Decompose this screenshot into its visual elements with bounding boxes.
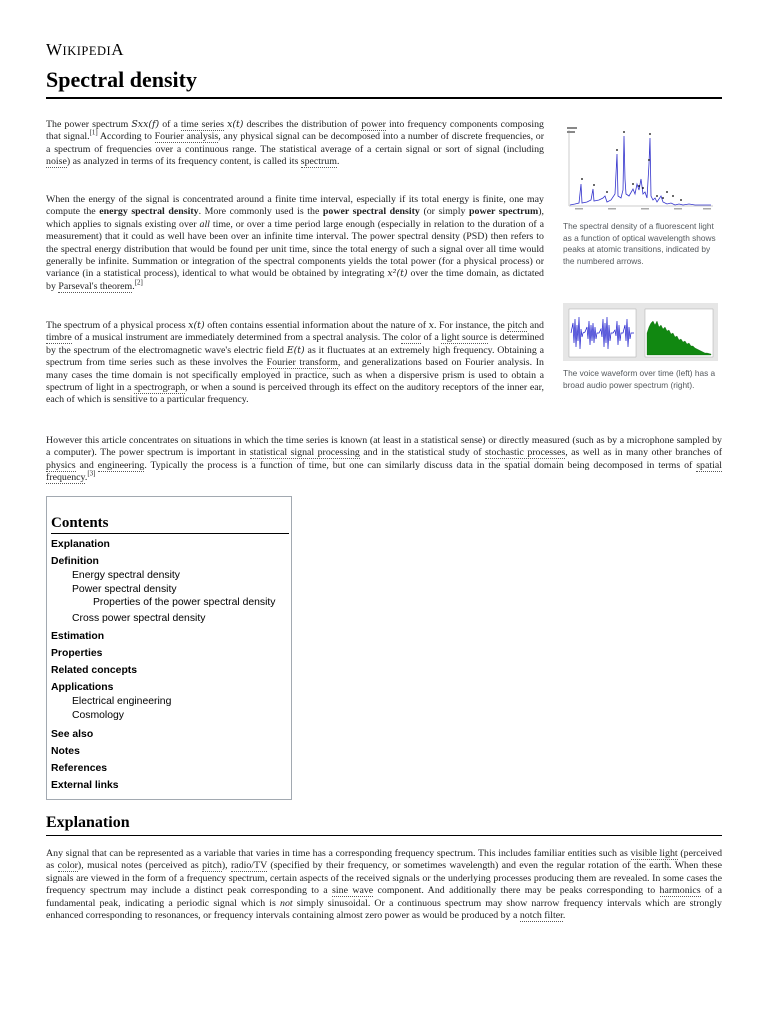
link-color[interactable]: color (57, 860, 78, 872)
math-sxx: Sxx(f) (131, 119, 160, 130)
wikipedia-logo[interactable]: WIKIPEDIA (46, 40, 124, 59)
link-power[interactable]: power (361, 119, 386, 130)
fluorescent-spectrum-image[interactable] (563, 124, 718, 214)
link-timbre[interactable]: timbre (46, 332, 72, 344)
link-parsevals-theorem[interactable]: Parseval's theorem (58, 280, 133, 292)
figure-fluorescent-spectrum (563, 124, 718, 267)
toc-item-cross-power-spectral-density[interactable]: Cross power spectral density (72, 613, 206, 624)
link-spectrum[interactable]: spectrum (300, 156, 337, 168)
reference-2[interactable]: [2] (134, 278, 143, 287)
section-heading-explanation: Explanation (46, 814, 722, 836)
toc-item-properties[interactable]: Properties (51, 648, 103, 659)
table-of-contents (46, 496, 292, 800)
link-pitch[interactable]: pitch (507, 320, 528, 331)
link-fourier-analysis[interactable]: Fourier analysis (154, 131, 219, 143)
toc-item-see-also[interactable]: See also (51, 729, 94, 740)
explanation-paragraph: Any signal that can be represented as a variable that varies in time has a corresponding frequency spectrum. This includes familiar entities such as visible light (perceived as color), musical notes (perceived as pitch), radio/TV (specified by their frequency, or sometimes wavelength) and even the regular rotation of the earth. When these signals are viewed in the form of a frequency spectrum, certain aspects of the received signals or the underlying processes producing them are revealed. In some cases the frequency spectrum may include a distinct peak corresponding to a sine wave component. And additionally there may be peaks corresponding to harmonics of a fundamental peak, indicating a periodic signal which is not simply sinusoidal. Or a continuous spectrum may show narrow frequency intervals which are strongly enhanced corresponding to resonances, or frequency intervals containing almost zero power as would be produced by a notch filter. (46, 848, 723, 922)
toc-item-references[interactable]: References (51, 763, 108, 774)
link-physics[interactable]: physics (46, 459, 76, 471)
link-radio-tv[interactable]: radio/TV (231, 860, 268, 872)
link-visible-light[interactable]: visible light (630, 848, 678, 859)
toc-item-related-concepts[interactable]: Related concepts (51, 665, 138, 676)
link-engineering[interactable]: engineering (97, 459, 145, 471)
intro-paragraph-3: The spectrum of a physical process x(t) often contains essential information about the nature of x. For instance, the pitch and timbre of a musical instrument are immediately determined from a spectral analysis. The color of a light source is determined by the spectrum of the electromagnetic wave's electric field E(t) as it fluctuates at an extremely high frequency. Obtaining a spectrum from time series such as these involves the Fourier transform, and generalizations based on Fourier analysis. In many cases the time domain is not specifically employed in practice, such as when a dispersive prism is used to obtain a spectrum of light in a spectrograph, or when a sound is perceived through its effect on the auditory receptors of the inner ear, each of which is sensitive to a particular frequency. (46, 320, 545, 406)
link-spatial-frequency[interactable]: spatial frequency (46, 459, 722, 484)
reference-3[interactable]: [3] (87, 469, 96, 478)
link-pitch[interactable]: pitch (202, 860, 222, 872)
toc-item-explanation[interactable]: Explanation (51, 539, 110, 550)
toc-item-energy-spectral-density[interactable]: Energy spectral density (72, 570, 181, 581)
reference-1[interactable]: [1] (89, 129, 98, 138)
link-spectrograph[interactable]: spectrograph (134, 382, 186, 394)
intro-paragraph-2: When the energy of the signal is concentrated around a finite time interval, especially if its total energy is finite, one may compute the energy spectral density. More commonly used is the power spectral density (or simply power spectrum), which applies to signals existing over all time, or over a time period large enough (especially in relation to the duration of a measurement) that it could as well have been over an infinite time interval. The power spectral density (PSD) then refers to the spectral energy distribution that would be found per unit time, since the total energy of such a signal over all time would generally be infinite. Summation or integration of the spectral components yields the total power (for a physical process) or variance (in a statistical process), identical to what would be obtained by integrating x²(t) over the time domain, as dictated by Parseval's theorem.[2] (46, 194, 545, 292)
link-noise[interactable]: noise (46, 156, 67, 168)
figure-voice-waveform (563, 303, 718, 391)
toc-item-properties-of-psd[interactable]: Properties of the power spectral density (93, 597, 276, 608)
toc-item-notes[interactable]: Notes (51, 746, 80, 757)
toc-item-applications[interactable]: Applications (51, 682, 114, 693)
toc-item-cosmology[interactable]: Cosmology (72, 710, 124, 721)
toc-title: Contents (51, 515, 289, 534)
link-color[interactable]: color (400, 332, 421, 344)
link-stochastic-processes[interactable]: stochastic processes (484, 447, 566, 459)
intro-paragraph-1: The power spectrum Sxx(f) of a time series x(t) describes the distribution of power into frequency components composing that signal.[1] According to Fourier analysis, any physical signal can be decomposed into a number of discrete frequencies, or a spectrum of frequencies over a continuous range. The statistical average of a certain signal or sort of signal (including noise) as analyzed in terms of its frequency content, is called its spectrum. (46, 119, 545, 168)
link-harmonics[interactable]: harmonics (659, 885, 701, 897)
figure-caption: The voice waveform over time (left) has a broad audio power spectrum (right). (563, 368, 716, 390)
toc-item-estimation[interactable]: Estimation (51, 631, 105, 642)
toc-item-definition[interactable]: Definition (51, 556, 99, 567)
link-statistical-signal-processing[interactable]: statistical signal processing (249, 447, 360, 459)
toc-item-electrical-engineering[interactable]: Electrical engineering (72, 696, 172, 707)
voice-waveform-image[interactable] (563, 303, 718, 361)
intro-paragraph-4: However this article concentrates on situations in which the time series is known (at least in a statistical sense) or directly measured (such as by a microphone sampled by a computer). The power spectrum is important in statistical signal processing and in the statistical study of stochastic processes, as well as in many other branches of physics and engineering. Typically the process is a function of time, but one can similarly discuss data in the spatial domain being decomposed in terms of spatial frequency.[3] (46, 435, 722, 484)
link-notch-filter[interactable]: notch filter (519, 910, 563, 922)
figure-caption: The spectral density of a fluorescent light as a function of optical wavelength shows peaks at atomic transitions, indicated by the numbered arrows. (563, 221, 716, 266)
link-time-series[interactable]: time series (180, 119, 225, 130)
link-fourier-transform[interactable]: Fourier transform (266, 357, 338, 369)
page-title: Spectral density (46, 67, 722, 99)
toc-item-power-spectral-density[interactable]: Power spectral density (72, 584, 177, 595)
link-light-source[interactable]: light source (441, 332, 488, 344)
link-sine-wave[interactable]: sine wave (332, 885, 374, 897)
toc-item-external-links[interactable]: External links (51, 780, 119, 791)
